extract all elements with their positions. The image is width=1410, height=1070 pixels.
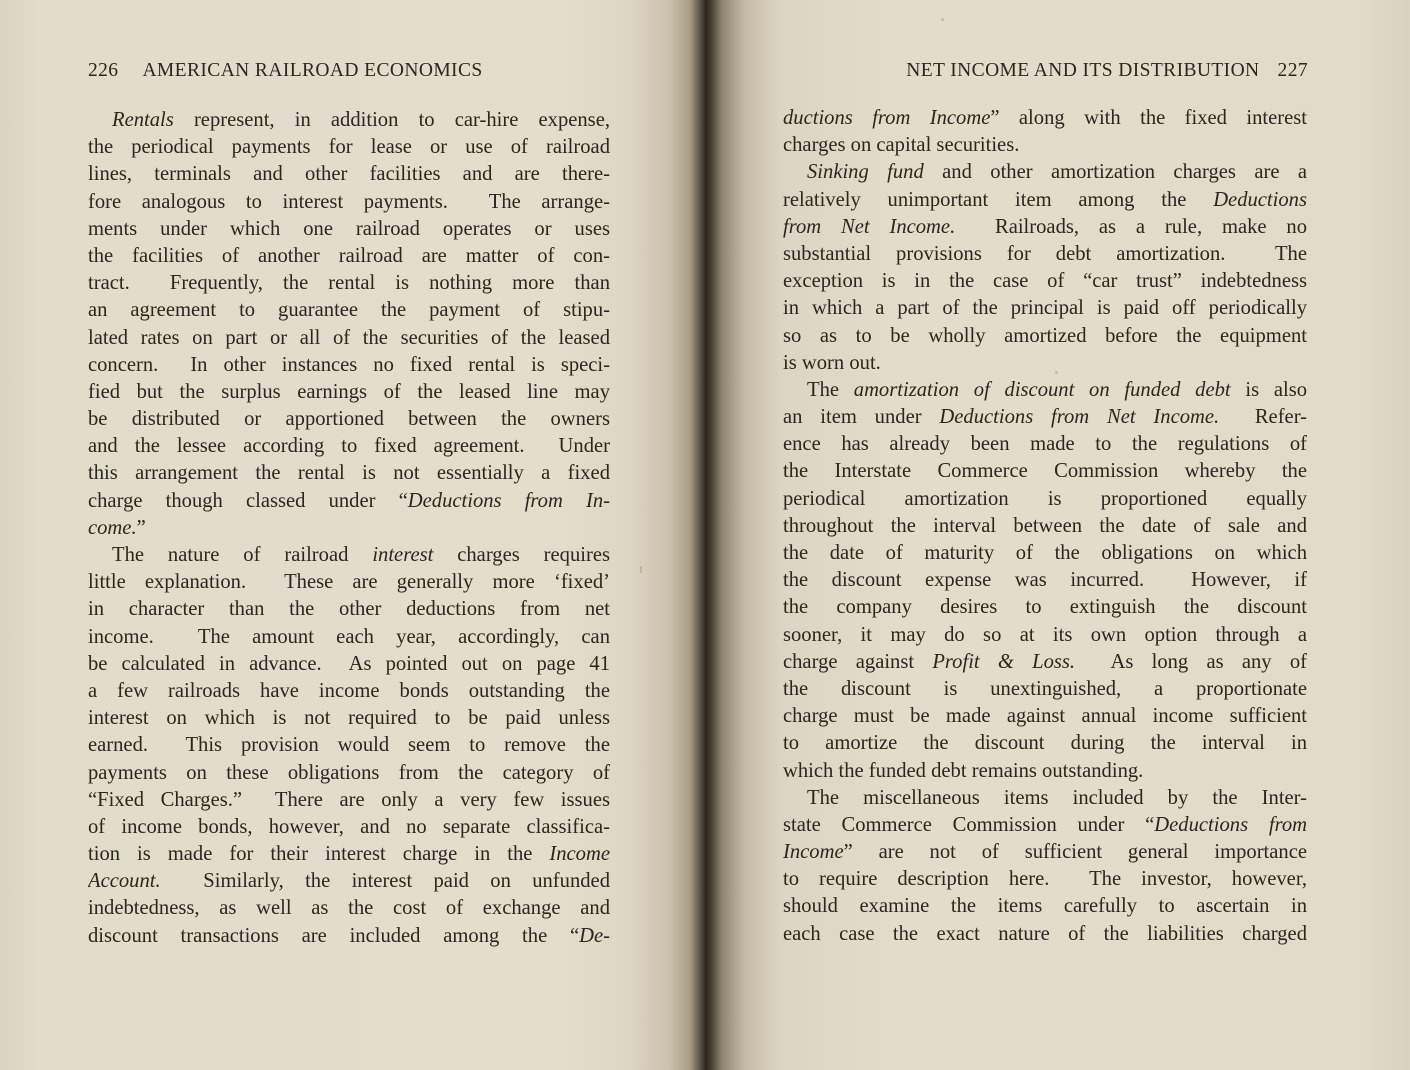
text-line [88, 651, 610, 678]
text-line [88, 923, 610, 950]
italic-phrase: come. [88, 516, 137, 539]
text-line [88, 352, 610, 379]
text-line [88, 515, 610, 542]
text-line [88, 488, 610, 515]
text-line [783, 241, 1307, 268]
italic-phrase: Income [783, 841, 844, 864]
text-run: the periodical payments for lease or use of railroad [88, 136, 610, 159]
text-run: earned. This provision would seem to remove the [88, 734, 610, 757]
text-run: to require description here. The investor, however, [783, 868, 1307, 891]
text-run: in which a part of the principal is paid off periodically [783, 297, 1307, 320]
text-run: ence has already been made to the regulations of [783, 433, 1307, 456]
text-run: relatively unimportant item among the [783, 188, 1214, 211]
left-page [0, 0, 700, 1070]
left-body-text [88, 107, 610, 950]
text-run: concern. In other instances no fixed rental is speci- [88, 353, 610, 376]
text-run: should examine the items carefully to ascertain in [783, 895, 1307, 918]
text-line [783, 567, 1307, 594]
text-run: in character than the other deductions from net [88, 598, 610, 621]
text-line [88, 134, 610, 161]
text-line [783, 893, 1307, 920]
text-run: the discount is unextinguished, a proportionate [783, 677, 1307, 700]
text-line [783, 486, 1307, 513]
italic-phrase: Sinking fund [807, 161, 924, 184]
text-line [783, 295, 1307, 322]
text-run: to amortize the discount during the interval in [783, 732, 1307, 755]
text-run: a few railroads have income bonds outstanding the [88, 679, 610, 702]
right-running-head [824, 60, 1308, 82]
text-run: state Commerce Commission under “ [783, 813, 1155, 836]
text-line [783, 703, 1307, 730]
text-run: and other amortization charges are a [923, 161, 1307, 184]
text-run: tion is made for their interest charge in the [88, 843, 550, 866]
text-run: be calculated in advance. As pointed out on page 41 [88, 652, 610, 675]
text-run: lines, terminals and other facilities and are there- [88, 163, 610, 186]
paper-speck [941, 18, 944, 21]
text-run: The miscellaneous items included by the Inter- [807, 786, 1307, 809]
text-line [88, 596, 610, 623]
text-run: charge must be made against annual income sufficient [783, 705, 1307, 728]
text-line [88, 569, 610, 596]
text-run: ” are not of sufficient general importance [843, 841, 1307, 864]
text-line [783, 404, 1307, 431]
text-line [88, 787, 610, 814]
italic-phrase: from Net Income. [783, 215, 956, 238]
text-line [783, 676, 1307, 703]
text-line [88, 841, 610, 868]
text-run: charge though classed under “ [88, 489, 408, 512]
text-line [88, 243, 610, 270]
text-run: indebtedness, as well as the cost of exchange and [88, 897, 610, 920]
text-line [783, 866, 1307, 893]
text-line [783, 812, 1307, 839]
right-body-text [783, 105, 1307, 948]
text-line [88, 297, 610, 324]
text-line [88, 107, 610, 134]
text-line [88, 216, 610, 243]
text-line [88, 460, 610, 487]
text-run: interest on which is not required to be paid unless [88, 707, 610, 730]
text-run: the company desires to extinguish the discount [783, 596, 1307, 619]
text-line [88, 814, 610, 841]
text-run: is also [1230, 378, 1307, 401]
left-running-head [88, 60, 548, 82]
text-line [88, 406, 610, 433]
text-line [88, 270, 610, 297]
text-line [783, 540, 1307, 567]
text-run: “Fixed Charges.” There are only a very few issues [88, 788, 610, 811]
text-run: an agreement to guarantee the payment of stipu- [88, 299, 610, 322]
italic-phrase: ductions from Income [783, 107, 991, 129]
text-line [783, 431, 1307, 458]
text-run: Similarly, the interest paid on unfunded [160, 870, 610, 893]
text-run: represent, in addition to car-hire expense, [173, 109, 610, 131]
text-run: Railroads, as a rule, make no [955, 215, 1307, 238]
text-line [88, 678, 610, 705]
text-run: Refer- [1219, 406, 1307, 429]
text-run: the facilities of another railroad are matter of con- [88, 244, 610, 267]
text-run: charges on capital securities. [783, 134, 1020, 157]
text-line [88, 705, 610, 732]
text-line [88, 161, 610, 188]
italic-phrase: Deductions from Net Income. [939, 406, 1220, 429]
italic-phrase: Deductions from In- [407, 489, 610, 512]
italic-phrase: Rentals [112, 109, 174, 131]
text-run: is worn out. [783, 351, 881, 374]
text-line [783, 839, 1307, 866]
paper-speck [640, 566, 642, 573]
text-line [88, 624, 610, 651]
text-run: discount transactions are included among the “ [88, 924, 580, 947]
italic-phrase: Deductions [1213, 188, 1307, 211]
left-page-number: 226 [88, 60, 119, 81]
italic-phrase: Profit & Loss. [932, 650, 1076, 673]
text-line [783, 785, 1307, 812]
text-line [88, 895, 610, 922]
italic-phrase: amortization of discount on funded debt [853, 378, 1231, 401]
text-line [783, 268, 1307, 295]
text-run: fied but the surplus earnings of the leased line may [88, 380, 610, 403]
text-line [783, 730, 1307, 757]
text-line [88, 868, 610, 895]
text-line [88, 542, 610, 569]
text-run: this arrangement the rental is not essentially a fixed [88, 462, 610, 485]
italic-phrase: Deductions from [1154, 813, 1307, 836]
text-run: the Interstate Commerce Commission whereby the [783, 460, 1307, 483]
text-run: payments on these obligations from the category of [88, 761, 610, 784]
text-run: ments under which one railroad operates or uses [88, 217, 610, 240]
text-run: The [807, 378, 854, 401]
text-line [783, 649, 1307, 676]
text-run: substantial provisions for debt amortization. The [783, 242, 1307, 265]
italic-phrase: interest [372, 544, 434, 566]
text-run: exception is in the case of “car trust” indebtedness [783, 270, 1307, 293]
text-run: the discount expense was incurred. However, if [783, 569, 1307, 592]
text-line [783, 622, 1307, 649]
text-run: The nature of railroad [112, 544, 373, 566]
text-run: which the funded debt remains outstanding. [783, 759, 1144, 782]
text-run: and the lessee according to fixed agreement. Under [88, 435, 610, 458]
right-page-number: 227 [1277, 60, 1308, 81]
text-run: so as to be wholly amortized before the equipment [783, 324, 1307, 347]
text-run: fore analogous to interest payments. The arrange- [88, 190, 610, 213]
italic-phrase: De- [579, 924, 610, 947]
text-line [783, 594, 1307, 621]
text-line [783, 323, 1307, 350]
text-line [783, 758, 1307, 785]
text-run: be distributed or apportioned between the owners [88, 408, 610, 431]
text-line [783, 159, 1307, 186]
text-line [783, 513, 1307, 540]
italic-phrase: Account. [88, 870, 161, 893]
right-running-title: NET INCOME AND ITS DISTRIBUTION [906, 60, 1260, 81]
text-line [88, 189, 610, 216]
text-run: tract. Frequently, the rental is nothing more than [88, 272, 610, 295]
text-line [88, 732, 610, 759]
right-page [706, 0, 1410, 1070]
text-run: ” along with the fixed interest [990, 107, 1307, 129]
text-run: As long as any of [1075, 650, 1307, 673]
text-line [783, 350, 1307, 377]
text-run: income. The amount each year, accordingly, can [88, 625, 610, 648]
text-run: each case the exact nature of the liabilities charged [783, 922, 1307, 945]
text-run: of income bonds, however, and no separate classifica- [88, 815, 610, 838]
text-line [783, 921, 1307, 948]
text-line [783, 105, 1307, 132]
text-line [783, 214, 1307, 241]
left-running-title: AMERICAN RAILROAD ECONOMICS [142, 60, 483, 81]
text-run: ” [136, 516, 146, 539]
text-line [783, 132, 1307, 159]
text-line [88, 760, 610, 787]
text-run: an item under [783, 406, 940, 429]
text-line [783, 377, 1307, 404]
text-line [88, 379, 610, 406]
text-run: periodical amortization is proportioned equally [783, 487, 1307, 510]
text-line [783, 458, 1307, 485]
text-run: throughout the interval between the date of sale and [783, 514, 1307, 537]
text-run: sooner, it may do so at its own option through a [783, 623, 1307, 646]
italic-phrase: Income [549, 843, 610, 866]
text-run: lated rates on part or all of the securities of the leased [88, 326, 610, 349]
text-run: charge against [783, 650, 933, 673]
text-run: charges requires [433, 544, 610, 566]
paper-speck [1055, 371, 1058, 374]
text-run: little explanation. These are generally more ‘fixed’ [88, 571, 610, 594]
text-run: the date of maturity of the obligations on which [783, 542, 1307, 564]
text-line [88, 433, 610, 460]
text-line [783, 187, 1307, 214]
text-line [88, 325, 610, 352]
